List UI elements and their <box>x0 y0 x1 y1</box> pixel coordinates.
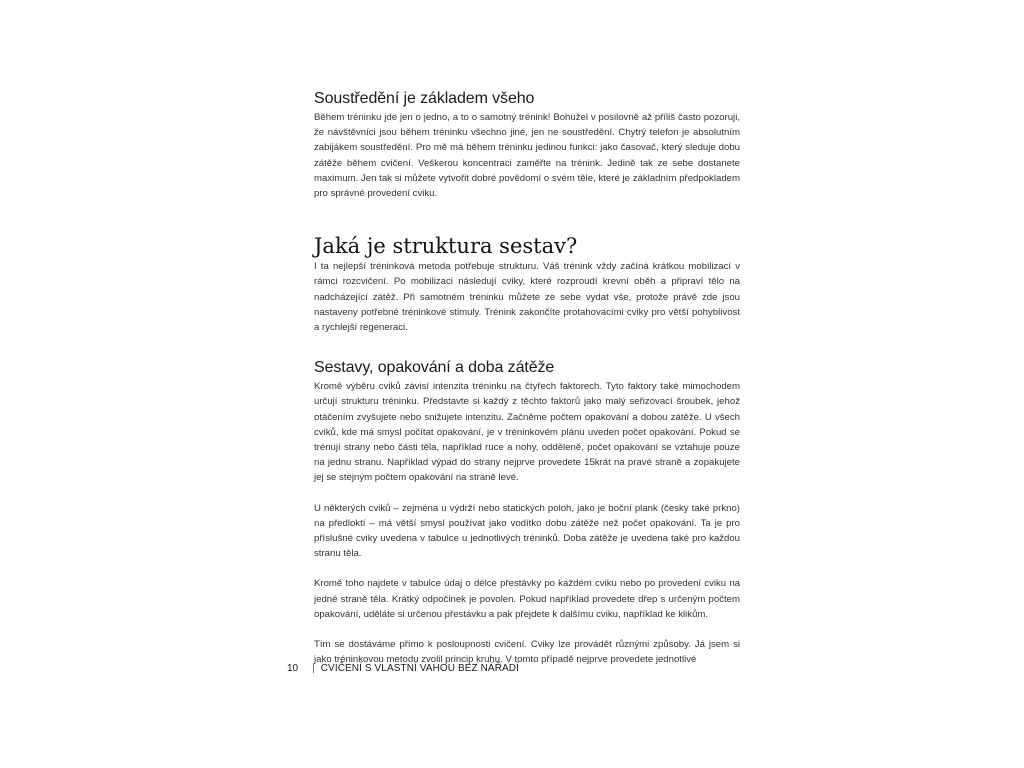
paragraph: I ta nejlepší tréninková metoda potřebuje strukturu. Váš trénink vždy začíná krátkou mobilizací v rámci rozcvičení. Po mobilizaci následují cviky, které rozproudí krevní oběh a připraví tělo na nadcházející zátěž. Při samotném tréninku můžete ze sebe vydat vše, protože právě zde jsou nastaveny potřebné tréninkové stimuly. Trénink zakončíte protahovacími cviky pro větší pohyblivost a rychlejší regeneraci. <box>314 261 740 334</box>
chapter-heading-structure: Jaká je struktura sestav? <box>314 234 578 259</box>
section-structure <box>314 233 740 335</box>
paragraph: Během tréninku jde jen o jedno, a to o samotný trénink! Bohužel v posilovně až příliš často pozoruji, že návštěvníci jsou během tréninku všechno jiné, jen ne soustředění. Chytrý telefon je absolutním zabijákem soustředění. Pro mě má během tréninku jedinou funkci: jako časovač, který sleduje dobu zátěže během cvičení. Veškerou koncentraci zaměřte na trénink. Jedině tak ze sebe dostanete maximum. Jen tak si můžete vytvořit dobré povědomí o svém těle, které je základním předpokladem pro správné provedení cviku. <box>314 112 740 200</box>
paragraph: Kromě výběru cviků závisí intenzita tréninku na čtyřech faktorech. Tyto faktory také mimochodem určují strukturu tréninku. Představte si každý z těchto faktorů jako malý seřizovací šroubek, jehož otáčením zvyšujete nebo snižujete intenzitu. Začněme počtem opakování a dobou zátěže. U všech cviků, kde má smysl počítat opakování, je v tréninkovém plánu uveden počet opakování. Pokud se trénují strany nebo části těla, například ruce a nohy, odděleně, počet opakování se vztahuje pouze na jednu stranu. Například výpad do strany nejprve provedete 15krát na pravé straně a zopakujete jej se stejným počtem opakování na straně levé. <box>314 381 740 484</box>
page-number: 10 <box>287 663 299 674</box>
section-heading-focus: Soustředění je základem všeho <box>314 90 535 107</box>
section-heading-sets-reps: Sestavy, opakování a doba zátěže <box>314 359 555 377</box>
page-body <box>314 88 740 667</box>
page-footer <box>287 662 519 676</box>
section-sets-reps <box>314 357 740 667</box>
paragraph: U některých cviků – zejména u výdrží nebo statických poloh, jako je boční plank (česky také prkno) na předloktí – má větší smysl používat jako vodítko dobu zátěže než počet opakování. Ta je pro příslušné cviky uvedena v tabulce u jednotlivých tréninků. Doba zátěže je uvedena také pro každou stranu těla. <box>314 502 740 560</box>
running-title: CVIČENÍ S VLASTNÍ VAHOU BEZ NÁŘADÍ <box>320 663 519 674</box>
section-focus <box>314 88 740 201</box>
footer-separator: | <box>312 663 315 674</box>
paragraph: Kromě toho najdete v tabulce údaj o délce přestávky po každém cviku nebo po provedení cviku na jedné straně těla. Krátký odpočinek je povolen. Pokud například provedete dřep s určeným počtem opakování, uděláte si určenou přestávku a pak přejdete k dalšímu cviku, například ke klikům. <box>314 578 740 620</box>
paragraph: Tím se dostáváme přímo k posloupnosti cvičení. Cviky lze provádět různými způsoby. Já jsem si jako tréninkovou metodu zvolil princip kruhu. V tomto případě nejprve provedete jednotlivé <box>314 639 740 666</box>
